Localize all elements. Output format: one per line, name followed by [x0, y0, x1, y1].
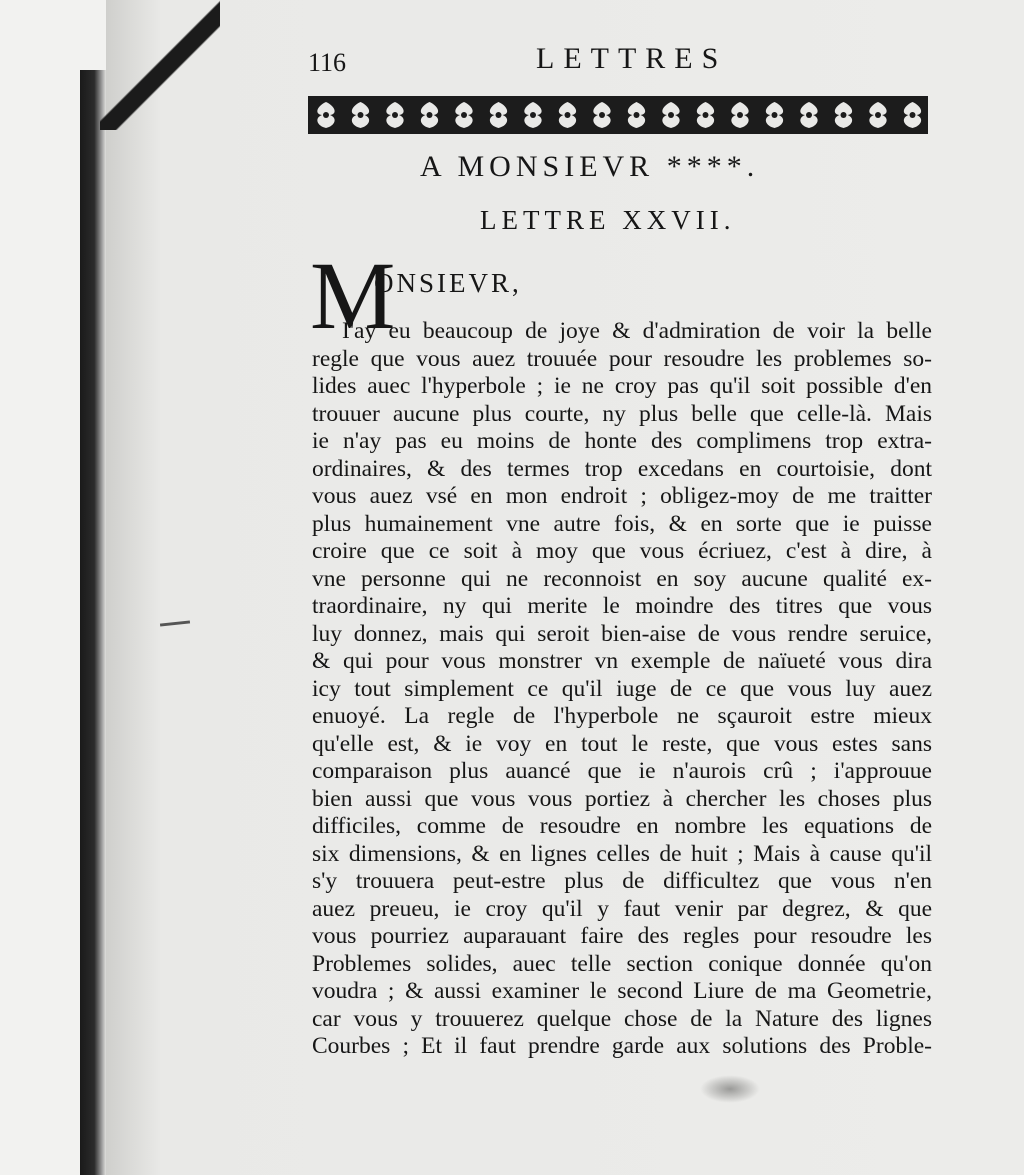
fleuron-center [599, 112, 605, 118]
fleuron-center [496, 112, 502, 118]
fleuron-center [806, 112, 812, 118]
text-line: voudra ; & aussi examiner le second Liure de ma Geometrie, [312, 978, 932, 1004]
text-line: six dimensions, & en lignes celles de huit ; Mais à cause qu'il [312, 840, 932, 867]
text-line: bien aussi que vous vous portiez à chercher les choses plus [312, 785, 932, 812]
ornamental-band [308, 96, 928, 134]
salutation: ONSIEVR, [374, 268, 522, 298]
text-line: difficiles, comme de resoudre en nombre les equations de [312, 813, 932, 839]
text-line: & qui pour vous monstrer vn exemple de naïueté vous dira [312, 648, 932, 674]
fleuron-center [910, 112, 916, 118]
fleuron-center [392, 112, 398, 118]
text-line: ordinaires, & des termes trop excedans en courtoisie, dont [312, 455, 932, 482]
fleuron-center [323, 112, 329, 118]
fleuron-center [358, 112, 364, 118]
text-line: vous auez vsé en mon endroit ; obligez-moy de me traitter [312, 483, 932, 509]
letter-address: A MONSIEVR ****. [420, 150, 760, 183]
page-number: 116 [308, 48, 347, 77]
drop-cap: M [310, 242, 396, 349]
text-line: traordinaire, ny qui merite le moindre des titres que vous [312, 593, 932, 619]
running-head [308, 40, 768, 80]
fleuron-center [668, 112, 674, 118]
text-line: I'ay eu beaucoup de joye & d'admiration de voir la belle [342, 318, 932, 344]
fleuron-center [565, 112, 571, 118]
fleuron-center [427, 112, 433, 118]
letter-body [312, 318, 932, 1061]
ink-smudge [700, 1075, 760, 1103]
text-line: car vous y trouuerez quelque chose de la Nature des lignes [312, 1005, 932, 1032]
text-line: ie n'ay pas eu moins de honte des complimens trop extra- [312, 428, 932, 454]
fleuron-center [875, 112, 881, 118]
text-line: luy donnez, mais qui seroit bien-aise de vous rendre seruice, [312, 620, 932, 647]
fleuron-center [461, 112, 467, 118]
text-line: comparaison plus auancé que ie n'aurois crû ; i'approuue [312, 758, 932, 784]
text-line: icy tout simplement ce qu'il iuge de ce que vous luy auez [312, 675, 932, 702]
running-title: LETTRES [536, 42, 728, 75]
text-line: Courbes ; Et il faut prendre garde aux solutions des Proble- [312, 1033, 932, 1059]
text-line: vous pourriez auparauant faire des regles pour resoudre les [312, 923, 932, 949]
text-line: enuoyé. La regle de l'hyperbole ne sçauroit estre mieux [312, 703, 932, 729]
text-line: s'y trouuera peut-estre plus de difficultez que vous n'en [312, 868, 932, 894]
text-line: auez preueu, ie croy qu'il y faut venir par degrez, & que [312, 895, 932, 922]
fleuron-center [841, 112, 847, 118]
letter-number: LETTRE XXVII. [480, 205, 736, 235]
text-line: vne personne qui ne reconnoist en soy aucune qualité ex- [312, 565, 932, 592]
text-line: plus humainement vne autre fois, & en sorte que ie puisse [312, 510, 932, 537]
text-line: trouuer aucune plus courte, ny plus belle que celle-là. Mais [312, 400, 932, 427]
fleuron-center [634, 112, 640, 118]
fleuron-center [530, 112, 536, 118]
fleuron-center [737, 112, 743, 118]
book-spine-shadow [80, 70, 106, 1175]
text-line: Problemes solides, auec telle section conique donnée qu'on [312, 950, 932, 977]
fleuron-center [703, 112, 709, 118]
fleuron-center [772, 112, 778, 118]
text-line: croire que ce soit à moy que vous écriuez, c'est à dire, à [312, 538, 932, 564]
text-line: lides auec l'hyperbole ; ie ne croy pas qu'il soit possible d'en [312, 373, 932, 399]
text-line: qu'elle est, & ie voy en tout le reste, que vous estes sans [312, 730, 932, 757]
page-corner-shadow [100, 0, 220, 130]
text-line: regle que vous auez trouuée pour resoudre les problemes so- [312, 345, 932, 372]
